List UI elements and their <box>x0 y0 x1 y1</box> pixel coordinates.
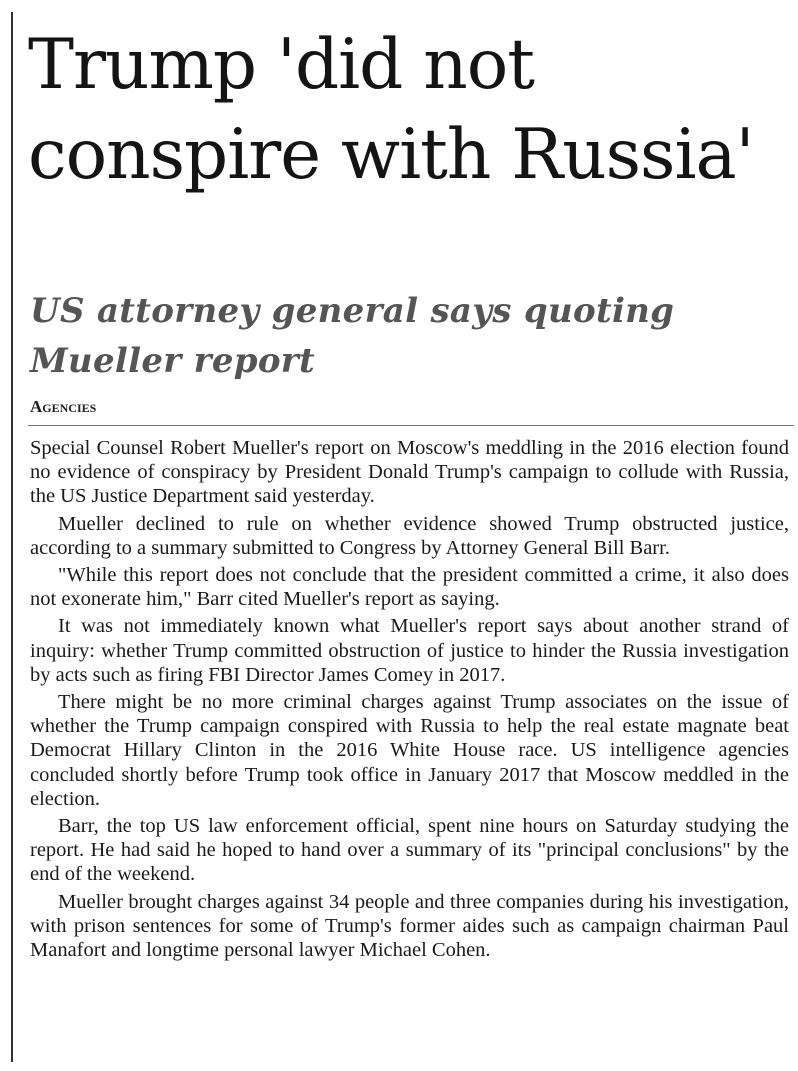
column-rule <box>11 12 13 1062</box>
byline-divider <box>28 425 794 426</box>
paragraph: It was not immediately known what Mueller's report says about another strand of inquiry: whether Trump committed obstruction of justice to hinder the Russia investigation by acts such as firing FBI Director James Comey in 2017. <box>30 615 789 686</box>
paragraph: Mueller brought charges against 34 people and three companies during his investigation, with prison sentences for some of Trump's former aides such as campaign chairman Paul Manafort and longtime personal lawyer Michael Cohen. <box>30 890 789 962</box>
headline: Trump 'did not conspire with Russia' <box>28 25 754 195</box>
byline: Agencies <box>30 397 97 416</box>
subheadline: US attorney general says quoting Mueller report <box>30 291 675 381</box>
paragraph: "While this report does not conclude that the president committed a crime, it also does not exonerate him," Barr cited Mueller's report as saying. <box>30 564 789 611</box>
paragraph: Mueller declined to rule on whether evidence showed Trump obstructed justice, according to a summary submitted to Congress by Attorney General Bill Barr. <box>30 512 789 559</box>
paragraph: There might be no more criminal charges against Trump associates on the issue of whether the Trump campaign conspired with Russia to help the real estate magnate beat Democrat Hillary Clinton in the 2016 White House race. US intelligence agencies concluded shortly before Trump took office in January 2017 that Moscow meddled in the election. <box>30 691 789 810</box>
paragraph: Barr, the top US law enforcement official, spent nine hours on Saturday studying the report. He had said he hoped to hand over a summary of its "principal conclusions" by the end of the weekend. <box>30 815 789 886</box>
paragraph: Special Counsel Robert Mueller's report on Moscow's meddling in the 2016 election found no evidence of conspiracy by President Donald Trump's campaign to collude with Russia, the US Justice Department said yesterday. <box>30 437 789 508</box>
article-body <box>30 436 789 965</box>
